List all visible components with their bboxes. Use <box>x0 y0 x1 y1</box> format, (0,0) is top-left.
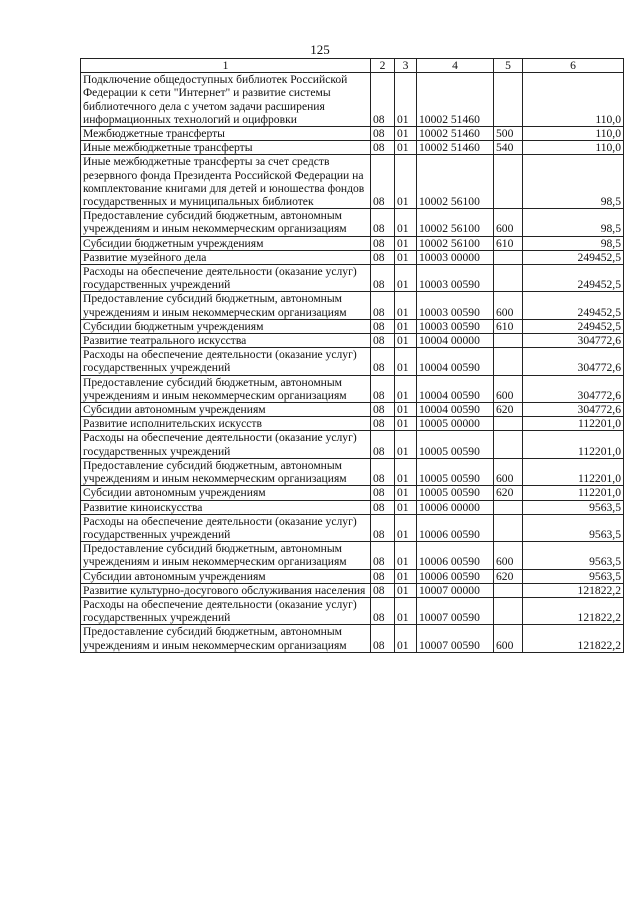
cell-subsection: 01 <box>395 155 417 209</box>
table-row <box>81 417 624 431</box>
cell-target-code: 10004 00590 <box>417 403 494 417</box>
cell-name: Межбюджетные трансферты <box>81 127 371 141</box>
table-row <box>81 319 624 333</box>
cell-subsection: 01 <box>395 625 417 652</box>
cell-target-code: 10003 00000 <box>417 250 494 264</box>
cell-name: Расходы на обеспечение деятельности (оказание услуг) государственных учреждений <box>81 265 371 292</box>
cell-target-code: 10003 00590 <box>417 319 494 333</box>
cell-target-code: 10007 00000 <box>417 583 494 597</box>
table-row <box>81 569 624 583</box>
cell-section: 08 <box>371 514 395 541</box>
cell-amount: 304772,6 <box>523 334 624 348</box>
page-number: 125 <box>310 42 330 57</box>
cell-expense-type: 620 <box>494 569 523 583</box>
header-col-3: 3 <box>395 59 417 73</box>
cell-amount: 98,5 <box>523 236 624 250</box>
cell-section: 08 <box>371 127 395 141</box>
cell-name: Предоставление субсидий бюджетным, автономным учреждениям и иным некоммерческим организациям <box>81 292 371 319</box>
cell-subsection: 01 <box>395 319 417 333</box>
cell-section: 08 <box>371 486 395 500</box>
cell-subsection: 01 <box>395 375 417 402</box>
cell-target-code: 10004 00000 <box>417 334 494 348</box>
cell-expense-type <box>494 431 523 458</box>
cell-expense-type: 600 <box>494 209 523 236</box>
cell-amount: 249452,5 <box>523 265 624 292</box>
cell-amount: 98,5 <box>523 155 624 209</box>
cell-amount: 304772,6 <box>523 375 624 402</box>
cell-target-code: 10007 00590 <box>417 597 494 624</box>
cell-section: 08 <box>371 250 395 264</box>
table-row <box>81 486 624 500</box>
cell-target-code: 10002 56100 <box>417 155 494 209</box>
table-row <box>81 334 624 348</box>
cell-expense-type <box>494 514 523 541</box>
cell-section: 08 <box>371 236 395 250</box>
table-row <box>81 583 624 597</box>
cell-section: 08 <box>371 334 395 348</box>
cell-expense-type <box>494 155 523 209</box>
cell-amount: 121822,2 <box>523 625 624 652</box>
cell-amount: 98,5 <box>523 209 624 236</box>
cell-target-code: 10006 00590 <box>417 542 494 569</box>
cell-subsection: 01 <box>395 348 417 375</box>
cell-section: 08 <box>371 431 395 458</box>
cell-expense-type <box>494 348 523 375</box>
cell-section: 08 <box>371 141 395 155</box>
table-row <box>81 375 624 402</box>
cell-amount: 110,0 <box>523 141 624 155</box>
cell-target-code: 10005 00590 <box>417 458 494 485</box>
cell-subsection: 01 <box>395 73 417 127</box>
table-row <box>81 542 624 569</box>
cell-amount: 121822,2 <box>523 597 624 624</box>
cell-expense-type: 500 <box>494 127 523 141</box>
cell-name: Расходы на обеспечение деятельности (оказание услуг) государственных учреждений <box>81 431 371 458</box>
cell-expense-type: 600 <box>494 542 523 569</box>
cell-subsection: 01 <box>395 250 417 264</box>
header-col-4: 4 <box>417 59 494 73</box>
cell-name: Предоставление субсидий бюджетным, автономным учреждениям и иным некоммерческим организациям <box>81 542 371 569</box>
cell-target-code: 10003 00590 <box>417 292 494 319</box>
cell-section: 08 <box>371 265 395 292</box>
cell-expense-type <box>494 73 523 127</box>
cell-amount: 9563,5 <box>523 500 624 514</box>
cell-name: Субсидии автономным учреждениям <box>81 569 371 583</box>
header-col-6: 6 <box>523 59 624 73</box>
cell-target-code: 10002 56100 <box>417 209 494 236</box>
cell-expense-type: 600 <box>494 458 523 485</box>
cell-amount: 249452,5 <box>523 250 624 264</box>
cell-amount: 112201,0 <box>523 417 624 431</box>
cell-amount: 9563,5 <box>523 569 624 583</box>
cell-subsection: 01 <box>395 569 417 583</box>
cell-section: 08 <box>371 292 395 319</box>
table-row <box>81 431 624 458</box>
cell-amount: 112201,0 <box>523 486 624 500</box>
cell-target-code: 10002 51460 <box>417 141 494 155</box>
table-row <box>81 236 624 250</box>
table-body <box>81 73 624 653</box>
table-row <box>81 514 624 541</box>
cell-subsection: 01 <box>395 334 417 348</box>
cell-name: Субсидии бюджетным учреждениям <box>81 319 371 333</box>
header-col-1: 1 <box>81 59 371 73</box>
cell-name: Расходы на обеспечение деятельности (оказание услуг) государственных учреждений <box>81 348 371 375</box>
cell-expense-type <box>494 417 523 431</box>
cell-name: Субсидии бюджетным учреждениям <box>81 236 371 250</box>
cell-amount: 112201,0 <box>523 458 624 485</box>
cell-amount: 112201,0 <box>523 431 624 458</box>
cell-expense-type: 610 <box>494 236 523 250</box>
cell-name: Субсидии автономным учреждениям <box>81 403 371 417</box>
cell-name: Предоставление субсидий бюджетным, автономным учреждениям и иным некоммерческим организациям <box>81 209 371 236</box>
cell-section: 08 <box>371 155 395 209</box>
cell-target-code: 10007 00590 <box>417 625 494 652</box>
cell-subsection: 01 <box>395 209 417 236</box>
cell-expense-type <box>494 583 523 597</box>
cell-name: Предоставление субсидий бюджетным, автономным учреждениям и иным некоммерческим организациям <box>81 458 371 485</box>
cell-section: 08 <box>371 569 395 583</box>
cell-name: Развитие театрального искусства <box>81 334 371 348</box>
cell-expense-type: 620 <box>494 486 523 500</box>
cell-subsection: 01 <box>395 431 417 458</box>
cell-subsection: 01 <box>395 514 417 541</box>
cell-name: Развитие киноискусства <box>81 500 371 514</box>
cell-section: 08 <box>371 625 395 652</box>
cell-target-code: 10003 00590 <box>417 265 494 292</box>
table-row <box>81 348 624 375</box>
cell-name: Иные межбюджетные трансферты <box>81 141 371 155</box>
cell-target-code: 10006 00000 <box>417 500 494 514</box>
cell-subsection: 01 <box>395 236 417 250</box>
cell-section: 08 <box>371 209 395 236</box>
cell-amount: 249452,5 <box>523 319 624 333</box>
cell-name: Подключение общедоступных библиотек Российской Федерации к сети "Интернет" и развитие системы библиотечного дела с учетом задачи расширения информационных технологий и оцифровки <box>81 73 371 127</box>
cell-target-code: 10004 00590 <box>417 375 494 402</box>
cell-expense-type: 620 <box>494 403 523 417</box>
cell-target-code: 10006 00590 <box>417 569 494 583</box>
table-row <box>81 625 624 652</box>
cell-section: 08 <box>371 583 395 597</box>
budget-table <box>80 58 624 653</box>
table-row <box>81 597 624 624</box>
cell-subsection: 01 <box>395 597 417 624</box>
header-row <box>81 59 624 73</box>
cell-target-code: 10004 00590 <box>417 348 494 375</box>
cell-expense-type <box>494 250 523 264</box>
table-row <box>81 250 624 264</box>
cell-target-code: 10005 00590 <box>417 486 494 500</box>
cell-name: Расходы на обеспечение деятельности (оказание услуг) государственных учреждений <box>81 597 371 624</box>
cell-name: Субсидии автономным учреждениям <box>81 486 371 500</box>
cell-expense-type: 600 <box>494 625 523 652</box>
cell-section: 08 <box>371 542 395 569</box>
cell-expense-type: 610 <box>494 319 523 333</box>
cell-subsection: 01 <box>395 292 417 319</box>
header-col-2: 2 <box>371 59 395 73</box>
table-row <box>81 73 624 127</box>
table-row <box>81 127 624 141</box>
cell-target-code: 10005 00590 <box>417 431 494 458</box>
table-row <box>81 403 624 417</box>
cell-expense-type: 600 <box>494 375 523 402</box>
cell-section: 08 <box>371 403 395 417</box>
cell-amount: 121822,2 <box>523 583 624 597</box>
table-row <box>81 292 624 319</box>
cell-subsection: 01 <box>395 458 417 485</box>
cell-target-code: 10002 51460 <box>417 127 494 141</box>
cell-subsection: 01 <box>395 542 417 569</box>
cell-name: Развитие музейного дела <box>81 250 371 264</box>
cell-amount: 304772,6 <box>523 403 624 417</box>
cell-subsection: 01 <box>395 486 417 500</box>
table-row <box>81 155 624 209</box>
cell-name: Развитие культурно-досугового обслуживания населения <box>81 583 371 597</box>
cell-expense-type <box>494 597 523 624</box>
cell-expense-type: 540 <box>494 141 523 155</box>
cell-amount: 9563,5 <box>523 514 624 541</box>
header-col-5: 5 <box>494 59 523 73</box>
cell-expense-type <box>494 334 523 348</box>
cell-expense-type: 600 <box>494 292 523 319</box>
cell-amount: 304772,6 <box>523 348 624 375</box>
cell-amount: 9563,5 <box>523 542 624 569</box>
cell-name: Иные межбюджетные трансферты за счет средств резервного фонда Президента Российской Федерации на комплектование книгами для детей и юношества фондов государственных и муниципальных библиотек <box>81 155 371 209</box>
cell-subsection: 01 <box>395 265 417 292</box>
cell-subsection: 01 <box>395 127 417 141</box>
cell-subsection: 01 <box>395 500 417 514</box>
cell-name: Предоставление субсидий бюджетным, автономным учреждениям и иным некоммерческим организациям <box>81 375 371 402</box>
cell-target-code: 10002 51460 <box>417 73 494 127</box>
cell-section: 08 <box>371 417 395 431</box>
cell-section: 08 <box>371 500 395 514</box>
cell-amount: 110,0 <box>523 127 624 141</box>
cell-target-code: 10002 56100 <box>417 236 494 250</box>
cell-subsection: 01 <box>395 583 417 597</box>
cell-amount: 110,0 <box>523 73 624 127</box>
cell-section: 08 <box>371 73 395 127</box>
cell-section: 08 <box>371 348 395 375</box>
cell-subsection: 01 <box>395 417 417 431</box>
cell-target-code: 10006 00590 <box>417 514 494 541</box>
cell-section: 08 <box>371 375 395 402</box>
table-row <box>81 265 624 292</box>
cell-section: 08 <box>371 319 395 333</box>
cell-expense-type <box>494 265 523 292</box>
cell-target-code: 10005 00000 <box>417 417 494 431</box>
cell-name: Расходы на обеспечение деятельности (оказание услуг) государственных учреждений <box>81 514 371 541</box>
cell-expense-type <box>494 500 523 514</box>
cell-subsection: 01 <box>395 403 417 417</box>
cell-name: Предоставление субсидий бюджетным, автономным учреждениям и иным некоммерческим организациям <box>81 625 371 652</box>
table-row <box>81 209 624 236</box>
table-row <box>81 141 624 155</box>
table-row <box>81 500 624 514</box>
cell-subsection: 01 <box>395 141 417 155</box>
cell-section: 08 <box>371 458 395 485</box>
table-row <box>81 458 624 485</box>
cell-section: 08 <box>371 597 395 624</box>
cell-name: Развитие исполнительских искусств <box>81 417 371 431</box>
cell-amount: 249452,5 <box>523 292 624 319</box>
